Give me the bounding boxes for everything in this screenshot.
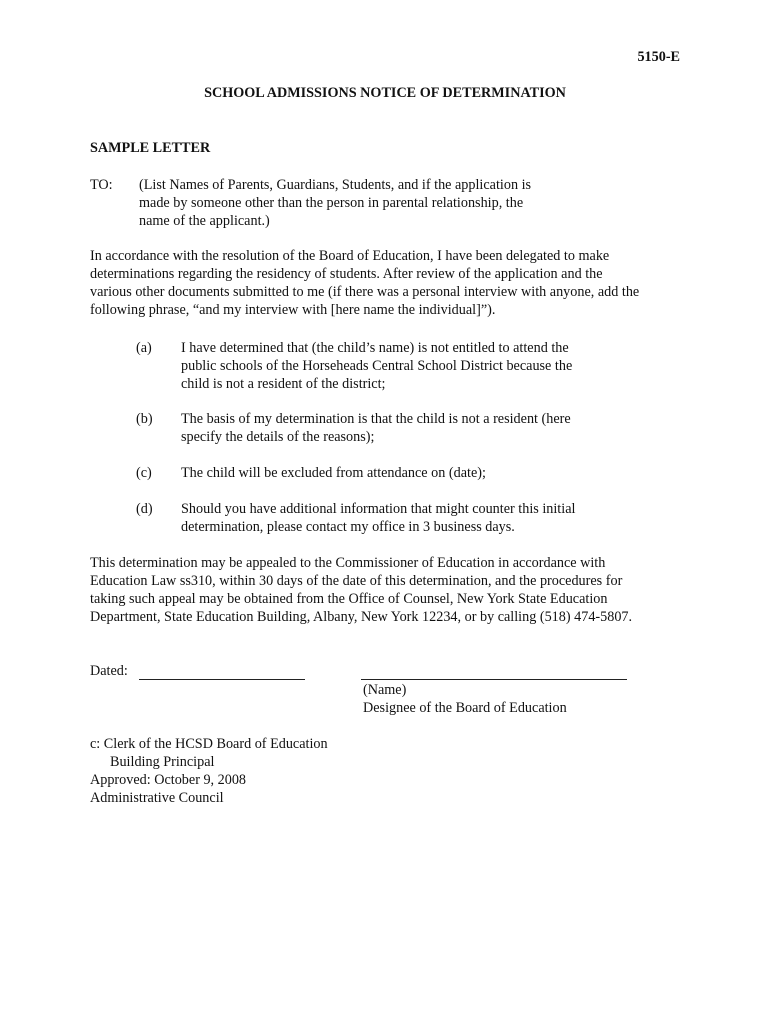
paragraph-line: following phrase, “and my interview with [here name the individual]”).: [90, 302, 496, 318]
dated-label: Dated:: [90, 663, 128, 679]
item-a-text: [181, 339, 641, 393]
item-b-text: [181, 410, 641, 446]
appeal-paragraph: [90, 554, 690, 626]
cc-line: c: Clerk of the HCSD Board of Education: [90, 736, 328, 752]
to-recipients: [139, 176, 569, 230]
to-label: TO:: [90, 177, 113, 193]
item-b-letter: (b): [136, 411, 153, 427]
item-line: public schools of the Horseheads Central School District because the: [181, 358, 573, 374]
signature-blank-line[interactable]: [361, 679, 627, 680]
item-line: The child will be excluded from attendance on (date);: [181, 465, 486, 481]
paragraph-line: determinations regarding the residency of students. After review of the application and the: [90, 266, 603, 282]
item-line: child is not a resident of the district;: [181, 376, 386, 392]
dated-blank-line[interactable]: [139, 679, 305, 680]
item-d-text: [181, 500, 641, 536]
footer-block: [90, 735, 328, 807]
paragraph-line: In accordance with the resolution of the Board of Education, I have been delegated to make: [90, 248, 610, 264]
signature-title: Designee of the Board of Education: [363, 700, 567, 716]
paragraph-line: various other documents submitted to me (if there was a personal interview with anyone, add the: [90, 284, 640, 300]
item-d-letter: (d): [136, 501, 153, 517]
cc-line-2: Building Principal: [110, 754, 215, 770]
to-line: (List Names of Parents, Guardians, Students, and if the application is: [139, 177, 532, 193]
to-line: name of the applicant.): [139, 213, 270, 229]
signature-name: (Name): [363, 682, 407, 698]
item-line: specify the details of the reasons);: [181, 429, 375, 445]
item-a-letter: (a): [136, 340, 152, 356]
item-line: The basis of my determination is that the child is not a resident (here: [181, 411, 571, 427]
form-number: 5150-E: [637, 49, 680, 65]
paragraph-line: Education Law ss310, within 30 days of the date of this determination, and the procedures for: [90, 573, 623, 589]
document-subtitle: SAMPLE LETTER: [90, 140, 211, 156]
approved-line: Approved: October 9, 2008: [90, 772, 247, 788]
item-c-text: [181, 464, 641, 482]
item-line: I have determined that (the child’s name) is not entitled to attend the: [181, 340, 569, 356]
council-line: Administrative Council: [90, 790, 224, 806]
item-line: determination, please contact my office in 3 business days.: [181, 519, 515, 535]
paragraph-line: Department, State Education Building, Albany, New York 12234, or by calling (518) 474-5807.: [90, 609, 633, 625]
item-c-letter: (c): [136, 465, 152, 481]
item-line: Should you have additional information that might counter this initial: [181, 501, 576, 517]
paragraph-line: This determination may be appealed to the Commissioner of Education in accordance with: [90, 555, 606, 571]
intro-paragraph: [90, 247, 690, 319]
paragraph-line: taking such appeal may be obtained from the Office of Counsel, New York State Education: [90, 591, 608, 607]
to-line: made by someone other than the person in parental relationship, the: [139, 195, 524, 211]
document-title: SCHOOL ADMISSIONS NOTICE OF DETERMINATION: [204, 85, 566, 101]
